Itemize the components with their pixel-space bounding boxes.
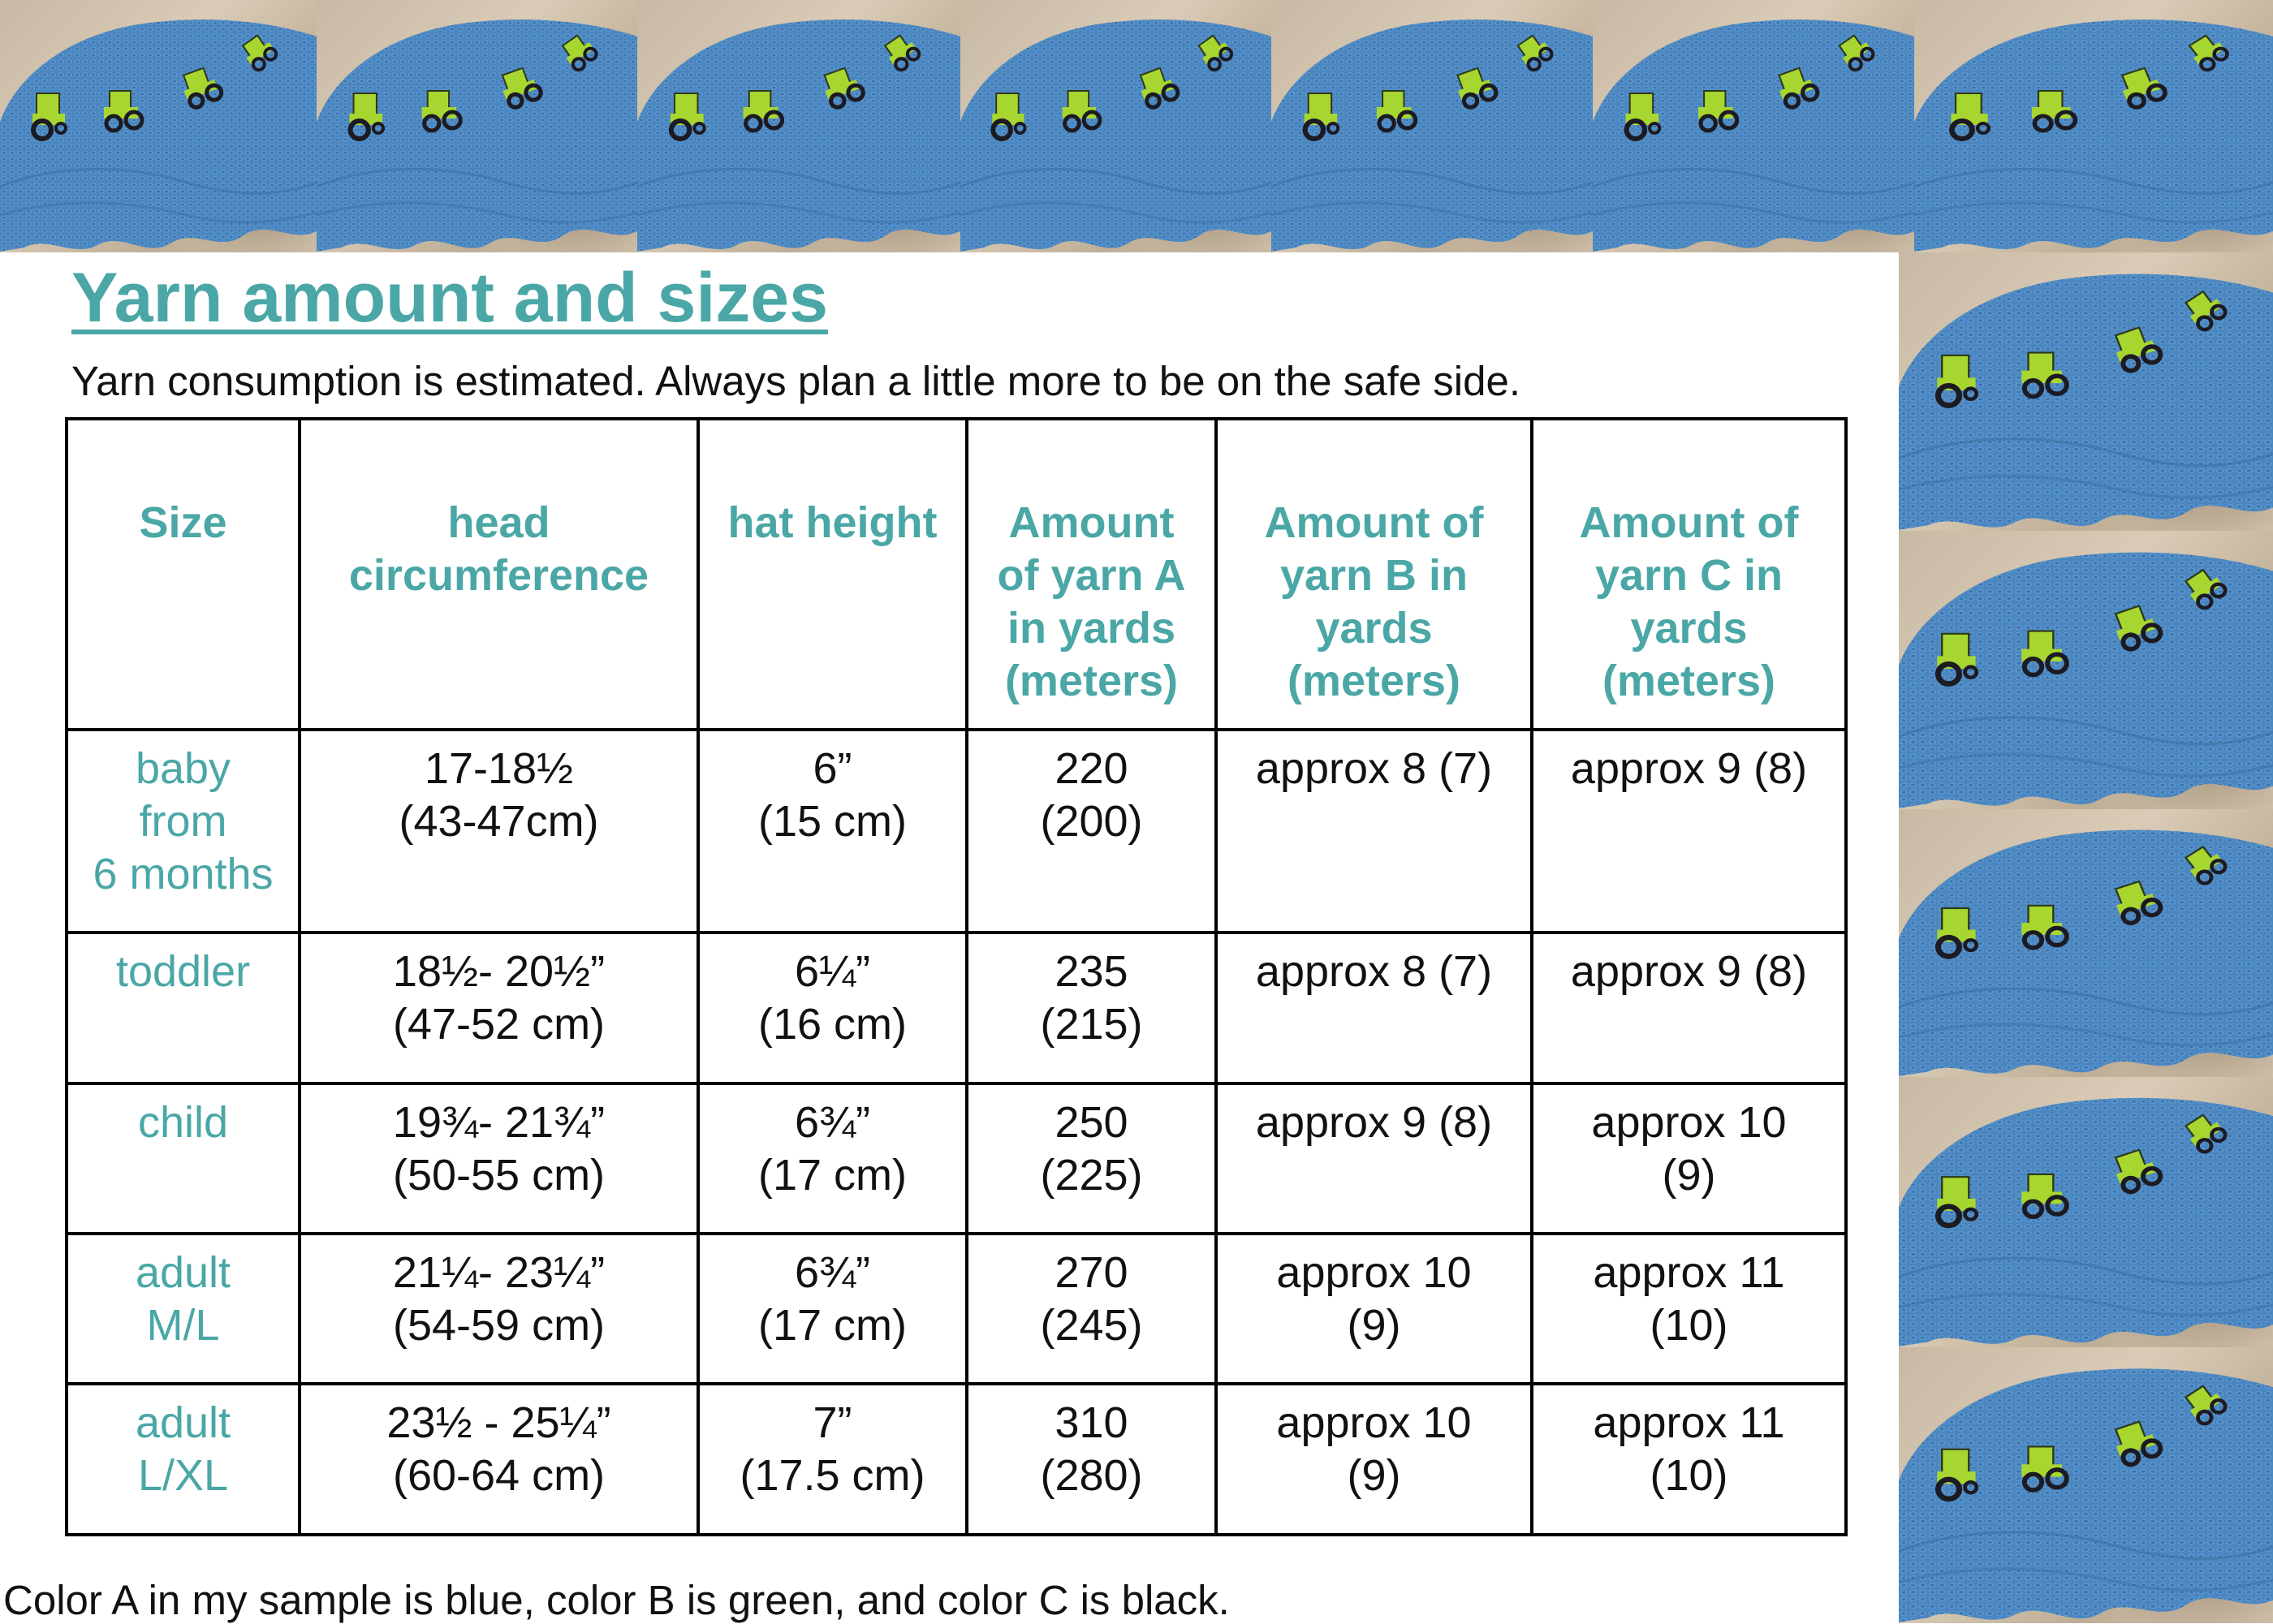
hat-photo xyxy=(1593,0,1914,252)
yarn-c-cell: approx 11 (10) xyxy=(1532,1234,1846,1384)
hat-photo xyxy=(1271,0,1593,252)
head-circumference-cell: 21¼- 23¼” (54-59 cm) xyxy=(300,1234,698,1384)
hat-height-cell: 6¾” (17 cm) xyxy=(698,1083,967,1234)
table-header-row xyxy=(67,419,1846,730)
size-cell: baby from 6 months xyxy=(67,730,300,933)
hat-photo xyxy=(1899,1077,2273,1347)
header-size: Size xyxy=(67,419,300,730)
hat-height-cell: 6¾” (17 cm) xyxy=(698,1234,967,1384)
hat-photo xyxy=(0,0,317,252)
header-yarn-a: Amount of yarn A in yards (meters) xyxy=(967,419,1216,730)
table-row xyxy=(67,730,1846,933)
hat-photo xyxy=(1899,531,2273,809)
table-row xyxy=(67,1083,1846,1234)
hat-photo xyxy=(637,0,960,252)
header-hat-height: hat height xyxy=(698,419,967,730)
yarn-c-cell: approx 9 (8) xyxy=(1532,933,1846,1083)
yarn-a-cell: 235 (215) xyxy=(967,933,1216,1083)
yarn-b-cell: approx 8 (7) xyxy=(1216,730,1532,933)
size-cell: toddler xyxy=(67,933,300,1083)
hat-photo xyxy=(1914,0,2273,252)
head-circumference-cell: 19¾- 21¾” (50-55 cm) xyxy=(300,1083,698,1234)
top-photo-strip xyxy=(0,0,2273,252)
hat-height-cell: 7” (17.5 cm) xyxy=(698,1384,967,1535)
hat-photo xyxy=(317,0,637,252)
hat-photo xyxy=(1899,809,2273,1077)
yarn-c-cell: approx 10 (9) xyxy=(1532,1083,1846,1234)
yarn-c-cell: approx 11 (10) xyxy=(1532,1384,1846,1535)
size-cell: child xyxy=(67,1083,300,1234)
yarn-size-table xyxy=(65,417,1848,1536)
page-subtitle: Yarn consumption is estimated. Always plan a little more to be on the safe side. xyxy=(71,358,1520,404)
table-row xyxy=(67,933,1846,1083)
head-circumference-cell: 18½- 20½” (47-52 cm) xyxy=(300,933,698,1083)
head-circumference-cell: 17-18½ (43-47cm) xyxy=(300,730,698,933)
page-title: Yarn amount and sizes xyxy=(71,259,828,337)
yarn-a-cell: 250 (225) xyxy=(967,1083,1216,1234)
yarn-c-cell: approx 9 (8) xyxy=(1532,730,1846,933)
hat-photo xyxy=(1899,252,2273,531)
yarn-b-cell: approx 8 (7) xyxy=(1216,933,1532,1083)
hat-photo xyxy=(1899,1347,2273,1623)
hat-photo xyxy=(960,0,1271,252)
header-yarn-c: Amount of yarn C in yards (meters) xyxy=(1532,419,1846,730)
yarn-a-cell: 270 (245) xyxy=(967,1234,1216,1384)
yarn-a-cell: 220 (200) xyxy=(967,730,1216,933)
table-row xyxy=(67,1384,1846,1535)
head-circumference-cell: 23½ - 25¼” (60-64 cm) xyxy=(300,1384,698,1535)
yarn-b-cell: approx 10 (9) xyxy=(1216,1384,1532,1535)
color-footnote: Color A in my sample is blue, color B is green, and color C is black. xyxy=(3,1577,1230,1623)
yarn-b-cell: approx 9 (8) xyxy=(1216,1083,1532,1234)
hat-height-cell: 6¼” (16 cm) xyxy=(698,933,967,1083)
size-cell: adult M/L xyxy=(67,1234,300,1384)
yarn-b-cell: approx 10 (9) xyxy=(1216,1234,1532,1384)
table-row xyxy=(67,1234,1846,1384)
yarn-a-cell: 310 (280) xyxy=(967,1384,1216,1535)
hat-height-cell: 6” (15 cm) xyxy=(698,730,967,933)
header-head-circumference: head circumference xyxy=(300,419,698,730)
side-photo-strip xyxy=(1899,252,2273,1623)
size-cell: adult L/XL xyxy=(67,1384,300,1535)
header-yarn-b: Amount of yarn B in yards (meters) xyxy=(1216,419,1532,730)
